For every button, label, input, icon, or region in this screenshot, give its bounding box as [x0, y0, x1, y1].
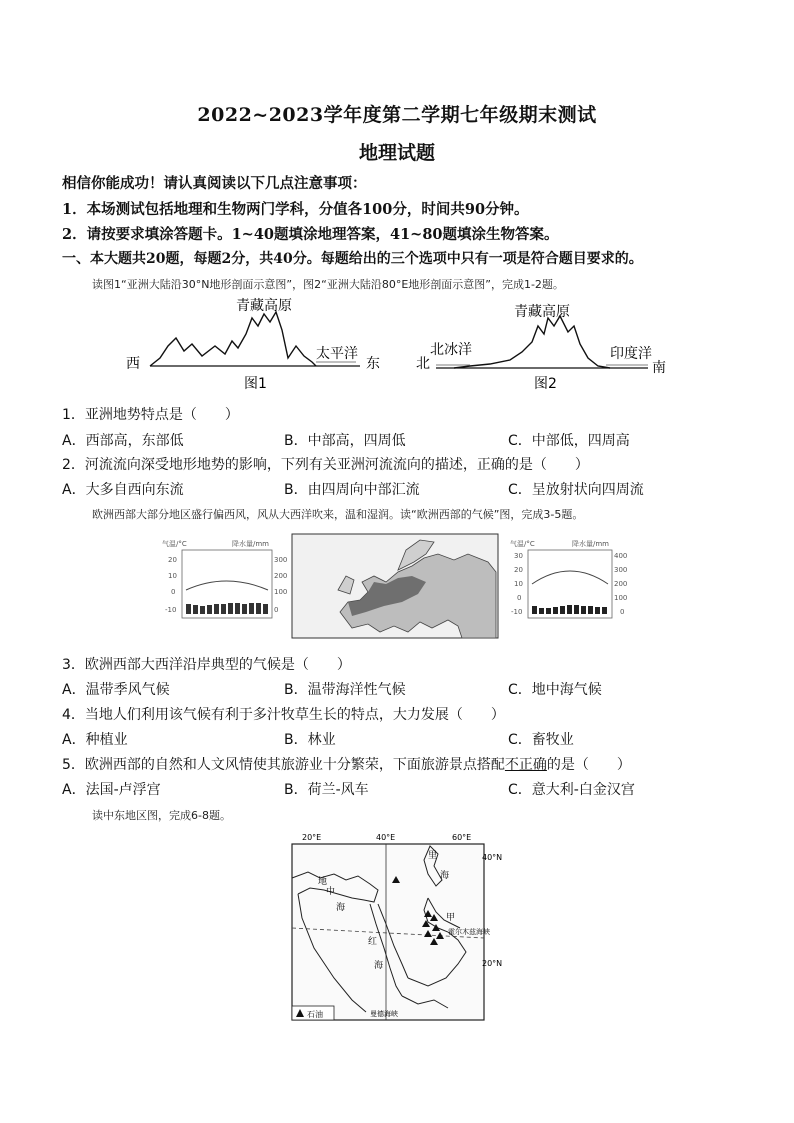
red-sea-label-hong: 红: [368, 937, 378, 947]
left-tick-l-2: 0: [171, 588, 176, 596]
left-bar: [193, 605, 198, 614]
left-temperature-curve: [186, 581, 268, 590]
left-bar: [214, 604, 219, 614]
q4-option-c[interactable]: C．畜牧业: [508, 732, 574, 748]
right-bar: [560, 606, 565, 614]
block2-instruction: 欧洲西部大部分地区盛行偏西风，风从大西洋吹来，温和湿润。读“欧洲西部的气候”图，完成3-5题。: [92, 508, 584, 521]
left-bar: [256, 603, 261, 614]
left-bar: [249, 603, 254, 614]
fig2-terrain-line: [454, 316, 610, 368]
left-tick-r-3: 0: [274, 606, 279, 614]
section-heading: 一、本大题共20题，每题2分，共40分。每题给出的三个选项中只有一项是符合题目要求的。: [62, 251, 643, 267]
caspian-label-hai: 海: [440, 871, 450, 881]
caspian-label-li: 里: [428, 851, 438, 861]
notice-item-1: 1．本场测试包括地理和生物两门学科，分值各100分，时间共90分钟。: [62, 201, 529, 218]
q5-stem-pre: 5．欧洲西部的自然和人文风情使其旅游业十分繁荣，下面旅游景点搭配: [62, 757, 505, 773]
left-precip-bars: [186, 603, 268, 614]
strait-hormuz-label: 霍尔木兹海峡: [448, 928, 490, 936]
q5-option-b[interactable]: B．荷兰-风车: [284, 782, 369, 798]
lat-40n-label: 40°N: [482, 853, 503, 862]
right-bar: [595, 607, 600, 614]
middle-east-map: [278, 828, 514, 1024]
fig1-terrain-line: [150, 312, 316, 366]
q1-option-c[interactable]: C．中部低，四周高: [508, 433, 630, 449]
fig1-peak-label: 青藏高原: [236, 298, 292, 314]
lon-20e-label: 20°E: [302, 833, 322, 842]
left-bar: [200, 606, 205, 614]
left-tick-r-1: 200: [274, 572, 288, 580]
fig1-east-label: 东: [366, 356, 380, 372]
right-tick-l-2: 10: [514, 580, 523, 588]
q2-option-b[interactable]: B．由四周向中部汇流: [284, 482, 420, 498]
right-bar: [532, 606, 537, 614]
left-bar: [221, 604, 226, 614]
q3-option-b[interactable]: B．温带海洋性气候: [284, 682, 406, 698]
q5-option-a[interactable]: A．法国-卢浮宫: [62, 782, 161, 798]
fig1-ocean-label: 太平洋: [316, 346, 358, 362]
climate-chart-right: [510, 539, 627, 618]
lon-60e-label: 60°E: [452, 833, 472, 842]
fig2-north-label: 北: [416, 356, 430, 372]
left-tick-l-0: 20: [168, 556, 177, 564]
right-bar: [574, 605, 579, 614]
europe-climate-figure: [162, 532, 632, 642]
left-bar: [228, 603, 233, 614]
q5-stem-post: 的是（ ）: [546, 757, 631, 773]
left-tick-l-1: 10: [168, 572, 177, 580]
block3-instruction: 读中东地区图，完成6-8题。: [92, 809, 231, 822]
right-bar: [588, 606, 593, 614]
figure-2-profile: [410, 296, 680, 396]
left-bar: [207, 605, 212, 614]
q3-option-c[interactable]: C．地中海气候: [508, 682, 602, 698]
question-4-stem: 4．当地人们利用该气候有利于多汁牧草生长的特点，大力发展（ ）: [62, 707, 505, 723]
q2-option-c[interactable]: C．呈放射状向四周流: [508, 482, 644, 498]
q3-option-a[interactable]: A．温带季风气候: [62, 682, 170, 698]
left-tick-r-0: 300: [274, 556, 288, 564]
med-sea-label-zhong: 中: [326, 887, 336, 897]
left-bar: [263, 604, 268, 614]
right-tick-r-0: 400: [614, 552, 628, 560]
med-sea-label-di: 地: [318, 877, 328, 887]
fig2-south-label: 南: [652, 360, 666, 376]
climate-chart-left: [162, 539, 287, 618]
fig2-ocean-n-label: 北冰洋: [430, 342, 472, 358]
right-tick-l-1: 20: [514, 566, 523, 574]
left-bar: [186, 604, 191, 614]
q4-option-b[interactable]: B．林业: [284, 732, 336, 748]
right-bar: [567, 605, 572, 614]
fig1-west-label: 西: [126, 356, 140, 372]
exam-title: 2022~2023学年度第二学期七年级期末测试: [197, 104, 597, 126]
left-chart-y-right-label: 降水量/mm: [232, 540, 269, 548]
right-temperature-curve: [532, 571, 608, 584]
right-tick-r-3: 100: [614, 594, 628, 602]
block1-instruction: 读图1“亚洲大陆沿30°N地形剖面示意图”，图2“亚洲大陆沿80°E地形剖面示意图”，完成1-2题。: [92, 278, 564, 291]
right-bar: [539, 608, 544, 614]
left-bar: [242, 604, 247, 614]
fig2-ocean-s-label: 印度洋: [610, 346, 652, 362]
strait-mandeb-label: 曼德海峡: [370, 1010, 398, 1018]
legend-label: 石油: [307, 1010, 323, 1019]
right-tick-r-4: 0: [620, 608, 625, 616]
left-chart-y-left-label: 气温/°C: [162, 540, 187, 548]
europe-map: [292, 534, 498, 638]
q2-option-a[interactable]: A．大多自西向东流: [62, 482, 184, 498]
right-chart-y-left-label: 气温/°C: [510, 540, 535, 548]
q4-option-a[interactable]: A．种植业: [62, 732, 128, 748]
right-tick-l-3: 0: [517, 594, 522, 602]
q1-option-b[interactable]: B．中部高，四周低: [284, 433, 406, 449]
question-5-stem: [62, 754, 762, 774]
right-bar: [602, 607, 607, 614]
red-sea-label-hai: 海: [374, 961, 384, 971]
q1-option-a[interactable]: A．西部高，东部低: [62, 433, 184, 449]
exam-subtitle: 地理试题: [358, 142, 435, 164]
right-tick-r-1: 300: [614, 566, 628, 574]
q5-option-c[interactable]: C．意大利-白金汉宫: [508, 782, 635, 798]
region-label-jia: 甲: [446, 913, 456, 923]
right-tick-l-0: 30: [514, 552, 523, 560]
right-precip-bars: [532, 605, 607, 614]
right-bar: [553, 607, 558, 614]
right-bar: [546, 608, 551, 614]
left-bar: [235, 603, 240, 614]
notice-item-2: 2．请按要求填涂答题卡。1~40题填涂地理答案，41~80题填涂生物答案。: [62, 226, 559, 243]
right-tick-r-2: 200: [614, 580, 628, 588]
right-tick-l-4: -10: [511, 608, 523, 616]
lon-40e-label: 40°E: [376, 833, 396, 842]
fig2-caption: 图2: [534, 376, 557, 392]
right-chart-y-right-label: 降水量/mm: [572, 540, 609, 548]
question-2-stem: 2．河流流向深受地形地势的影响，下列有关亚洲河流流向的描述，正确的是（ ）: [62, 457, 589, 473]
left-tick-r-2: 100: [274, 588, 288, 596]
med-sea-label-hai: 海: [336, 903, 346, 913]
question-1-stem: 1．亚洲地势特点是（ ）: [62, 407, 239, 423]
fig1-caption: 图1: [244, 376, 267, 392]
notice-intro: 相信你能成功！请认真阅读以下几点注意事项：: [62, 175, 367, 192]
figure-1-profile: [120, 296, 390, 396]
left-tick-l-3: -10: [165, 606, 177, 614]
right-bar: [581, 606, 586, 614]
q5-stem-underlined: 不正确: [504, 757, 547, 773]
question-3-stem: 3．欧洲西部大西洋沿岸典型的气候是（ ）: [62, 657, 351, 673]
fig2-peak-label: 青藏高原: [514, 304, 570, 320]
lat-20n-label: 20°N: [482, 959, 503, 968]
